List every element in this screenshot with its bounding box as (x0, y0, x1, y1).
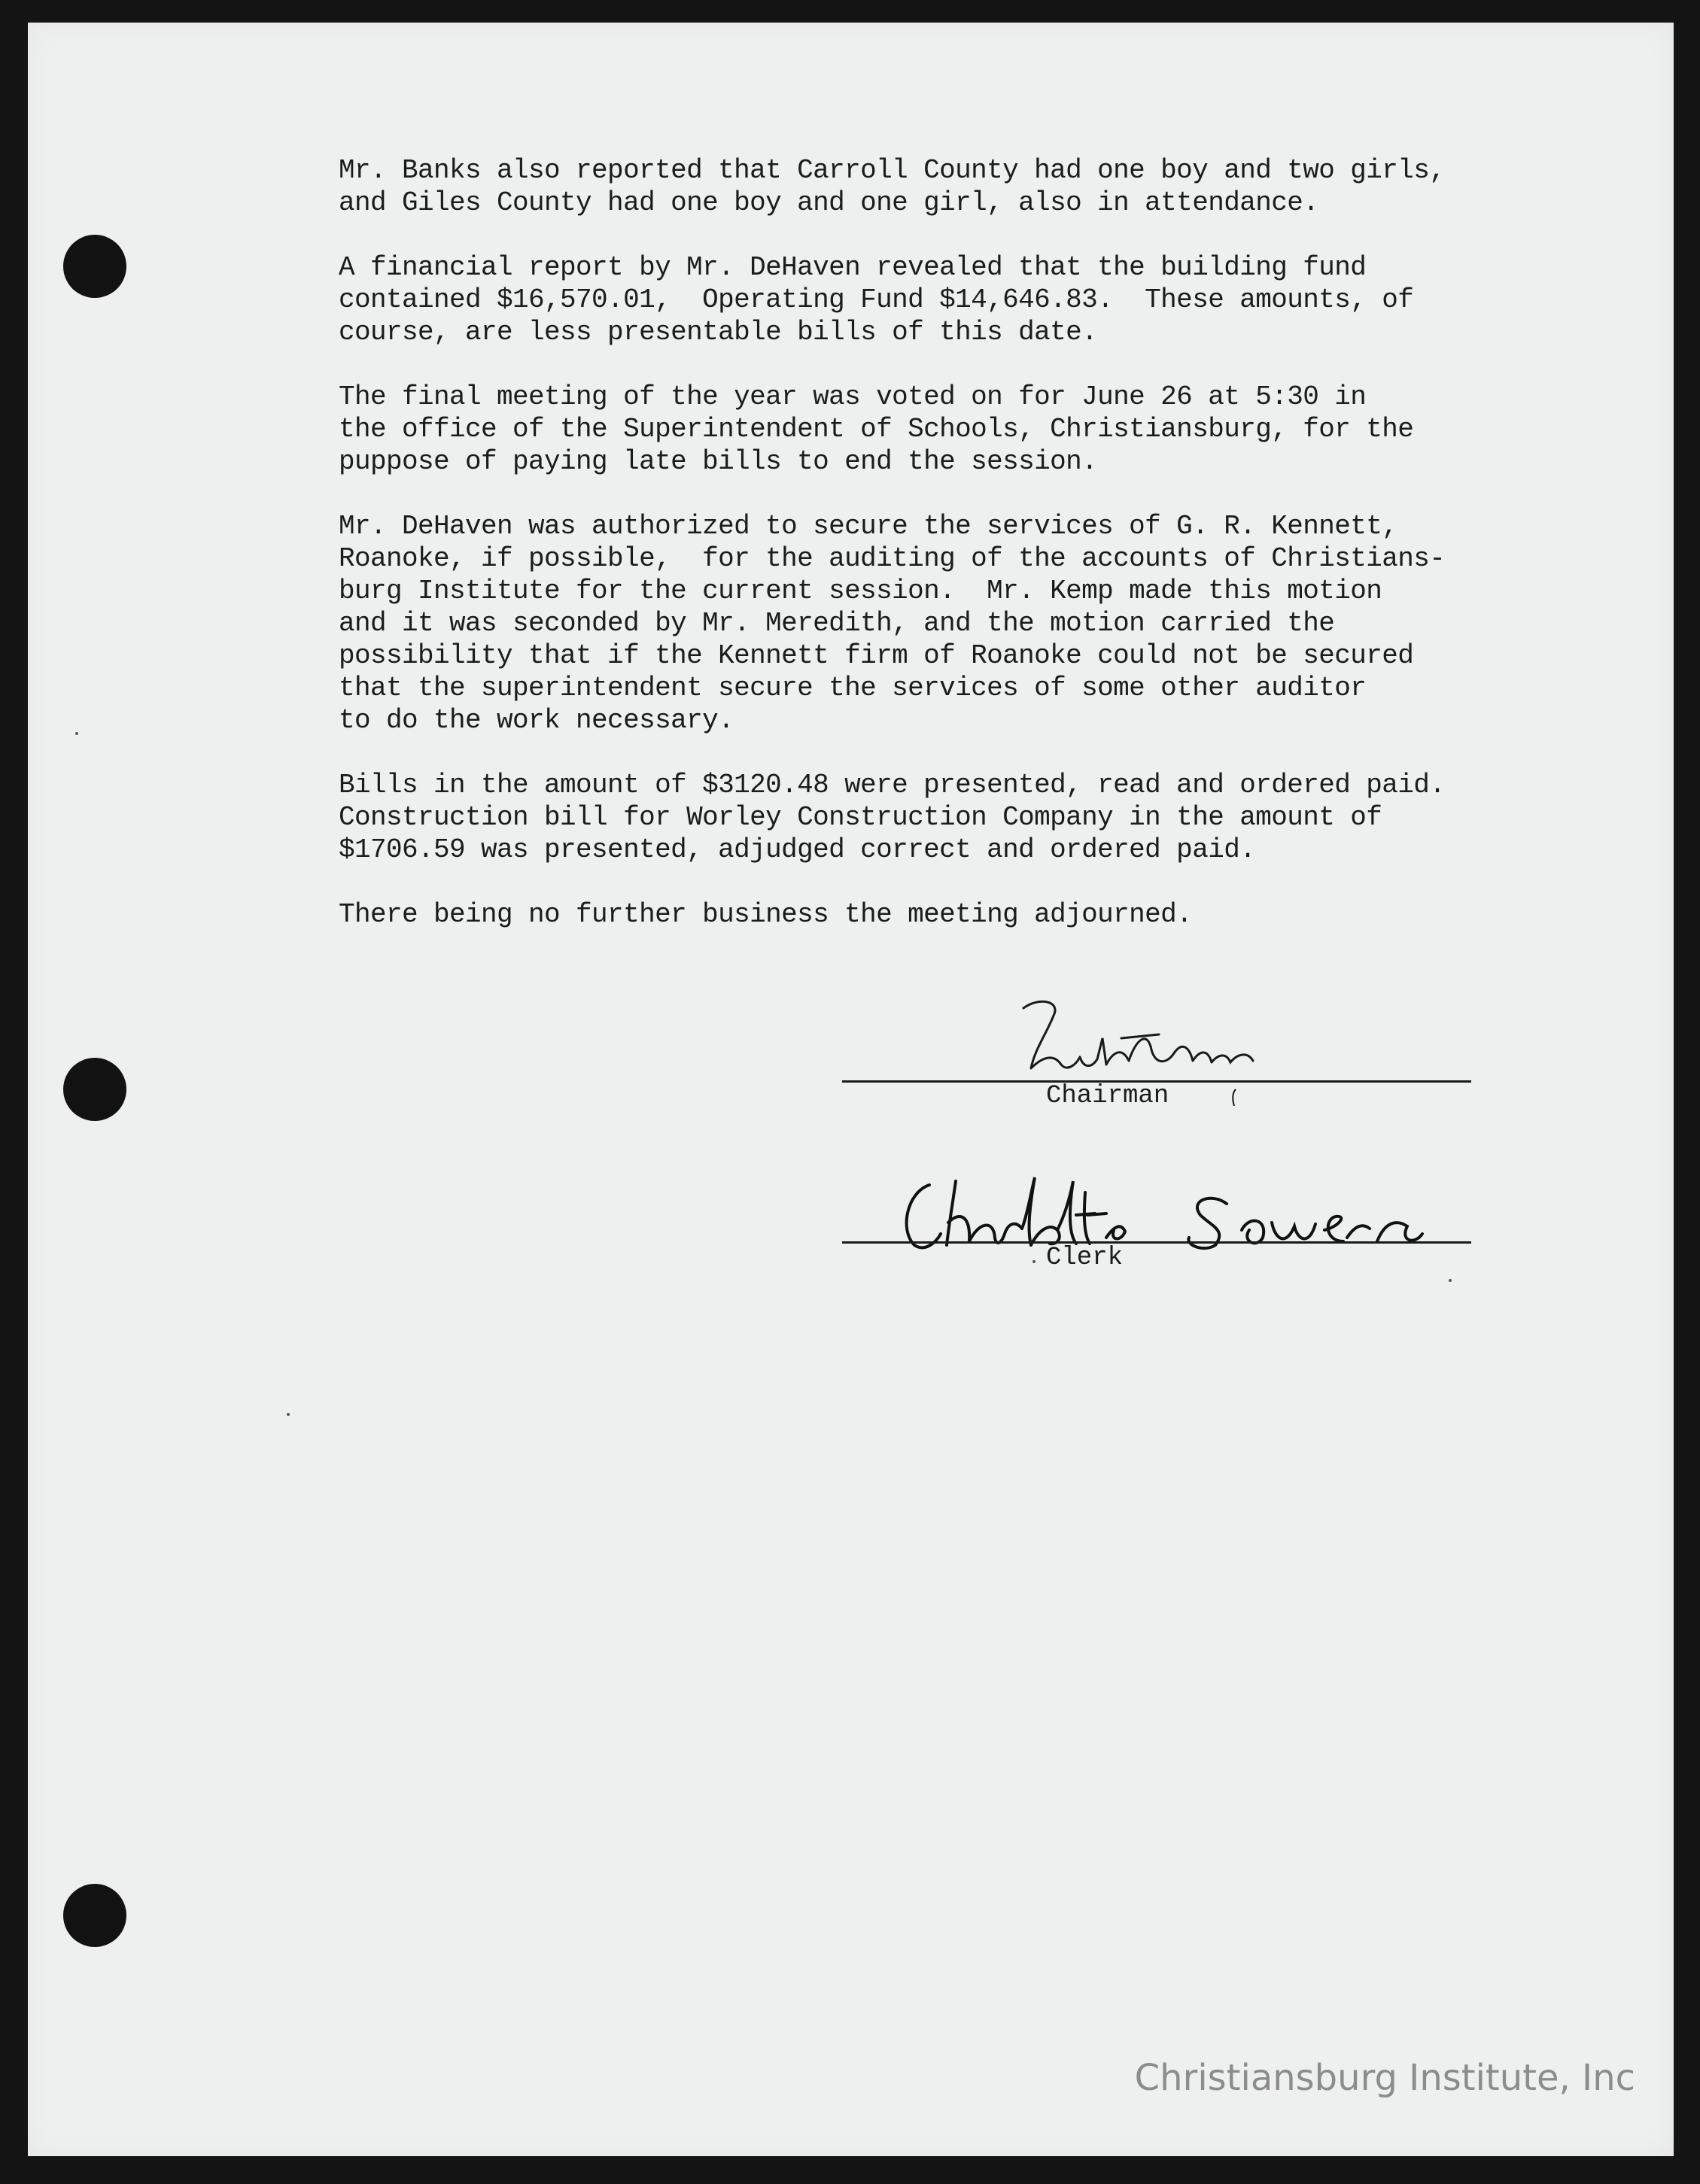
text-line: Bills in the amount of $3120.48 were presented, read and ordered paid. (339, 770, 1446, 800)
text-line: and Giles County had one boy and one girl, also in attendance. (339, 187, 1319, 218)
text-line: the office of the Superintendent of Schools, Christiansburg, for the (339, 414, 1414, 445)
text-line: Mr. DeHaven was authorized to secure the services of G. R. Kennett, (339, 511, 1398, 542)
paragraph-financial-report (339, 251, 1513, 348)
punch-hole-bottom (63, 1884, 126, 1947)
paragraph-final-meeting (339, 381, 1513, 478)
punch-hole-top (63, 235, 126, 298)
punch-hole-middle (63, 1058, 126, 1121)
paragraph-attendance (339, 154, 1513, 219)
text-line: contained $16,570.01, Operating Fund $14,646.83. These amounts, of (339, 284, 1414, 315)
clerk-label: Clerk (1046, 1244, 1124, 1272)
text-line: and it was seconded by Mr. Meredith, and the motion carried the (339, 608, 1335, 639)
text-line: There being no further business the meeting adjourned. (339, 899, 1193, 930)
paragraph-bills (339, 769, 1513, 866)
text-line: course, are less presentable bills of this date. (339, 317, 1098, 348)
paragraph-auditor (339, 510, 1513, 737)
text-line: $1706.59 was presented, adjudged correct and ordered paid. (339, 834, 1256, 865)
text-line: that the superintendent secure the services of some other auditor (339, 673, 1367, 703)
text-line: to do the work necessary. (339, 705, 734, 736)
text-line: The final meeting of the year was voted on for June 26 at 5:30 in (339, 381, 1367, 412)
paragraph-adjournment (339, 898, 1513, 931)
text-line: puppose of paying late bills to end the session. (339, 446, 1098, 477)
text-line: Construction bill for Worley Construction Company in the amount of (339, 802, 1382, 833)
text-line: burg Institute for the current session. Mr. Kemp made this motion (339, 576, 1382, 606)
minutes-body (339, 154, 1513, 963)
text-line: possibility that if the Kennett firm of Roanoke could not be secured (339, 640, 1414, 671)
text-line: Roanoke, if possible, for the auditing of the accounts of Christians- (339, 543, 1446, 574)
watermark: Christiansburg Institute, Inc (1134, 2057, 1635, 2099)
clerk-signature (896, 1170, 1513, 1260)
text-line: Mr. Banks also reported that Carroll County had one boy and two girls, (339, 155, 1446, 186)
clerk-signature-line (842, 1241, 1471, 1244)
chairman-label: Chairman (1046, 1082, 1169, 1110)
text-line: A financial report by Mr. DeHaven revealed that the building fund (339, 252, 1367, 283)
